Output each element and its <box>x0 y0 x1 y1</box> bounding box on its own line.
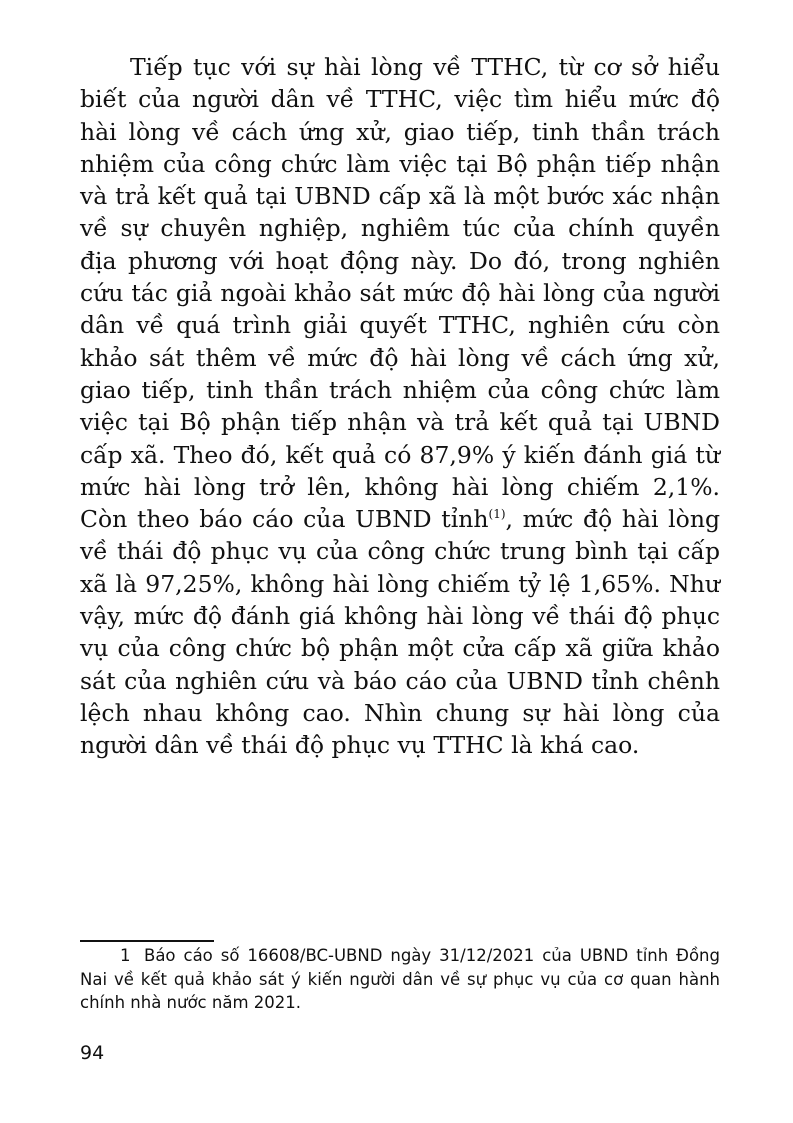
footnote-text: Báo cáo số 16608/BC-UBND ngày 31/12/2021 của UBND tỉnh Đồng Nai về kết quả khảo sát ý kiến người dân về sự phục vụ của cơ quan hành chính nhà nước năm 2021. <box>80 946 720 1012</box>
footnote-separator <box>80 940 214 942</box>
body-paragraph <box>80 51 720 762</box>
footnote <box>80 944 720 1015</box>
footnote-number: 1 <box>120 946 131 965</box>
footnote-reference: (1) <box>488 507 506 522</box>
page-number: 94 <box>80 1042 105 1064</box>
body-text-part-2: , mức độ hài lòng về thái độ phục vụ của công chức trung bình tại cấp xã là 97,25%, không hài lòng chiếm tỷ lệ 1,65%. Như vậy, mức độ đánh giá không hài lòng về thái độ phục vụ của công chức bộ phận một cửa cấp xã giữa khảo sát của nghiên cứu và báo cáo của UBND tỉnh chênh lệch nhau không cao. Nhìn chung sự hài lòng của người dân về thái độ phục vụ TTHC là khá cao. <box>80 505 720 760</box>
body-text-part-1: Tiếp tục với sự hài lòng về TTHC, từ cơ sở hiểu biết của người dân về TTHC, việc tìm hiểu mức độ hài lòng về cách ứng xử, giao tiếp, tinh thần trách nhiệm của công chức làm việc tại Bộ phận tiếp nhận và trả kết quả tại UBND cấp xã là một bước xác nhận về sự chuyên nghiệp, nghiêm túc của chính quyền địa phương với hoạt động này. Do đó, trong nghiên cứu tác giả ngoài khảo sát mức độ hài lòng của người dân về quá trình giải quyết TTHC, nghiên cứu còn khảo sát thêm về mức độ hài lòng về cách ứng xử, giao tiếp, tinh thần trách nhiệm của công chức làm việc tại Bộ phận tiếp nhận và trả kết quả tại UBND cấp xã. Theo đó, kết quả có 87,9% ý kiến đánh giá từ mức hài lòng trở lên, không hài lòng chiếm 2,1%. Còn theo báo cáo của UBND tỉnh <box>80 53 720 534</box>
